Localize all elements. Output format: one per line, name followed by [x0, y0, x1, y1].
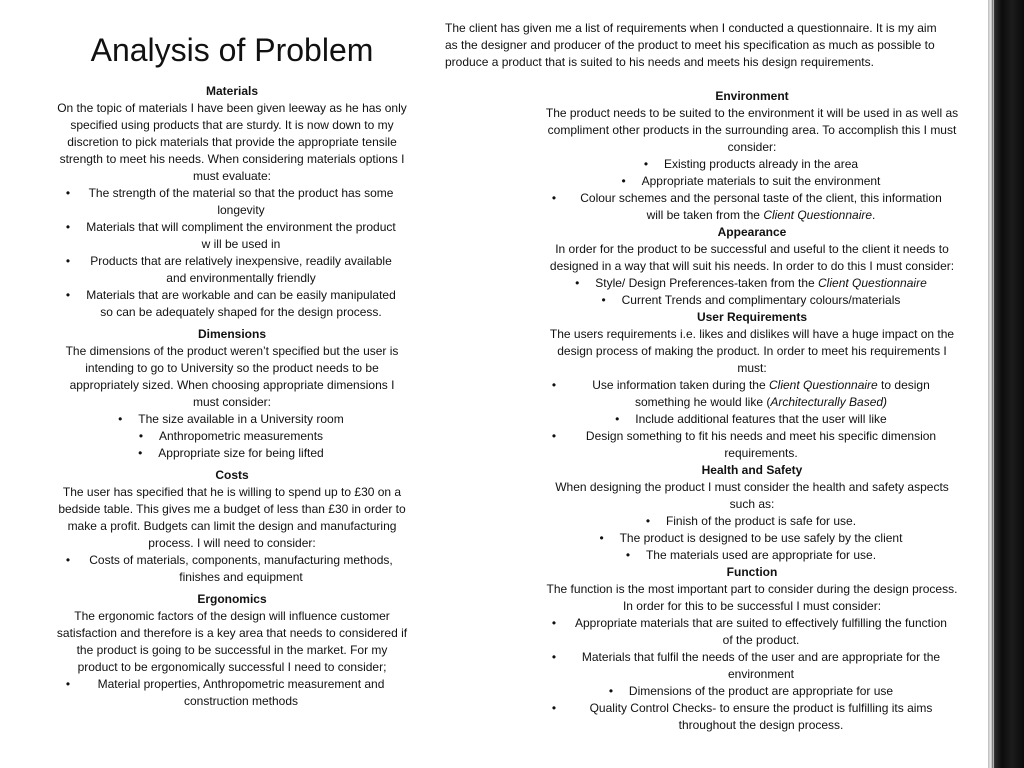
list-item [542, 190, 962, 224]
list-item-text: Appropriate materials that are suited to effectively fulfilling the function of the product. [575, 616, 947, 647]
section-heading: Dimensions [197, 327, 266, 341]
list-item [56, 676, 408, 710]
list-item-text: Use information taken during the [592, 378, 769, 392]
list-item-text: Materials that are workable and can be easily manipulated so can be adequately shaped for the design process. [86, 288, 396, 319]
list-item-text: Include additional features that the user will like [635, 412, 887, 426]
bullet-glyph: • [138, 446, 143, 460]
section-function [542, 564, 962, 734]
emphasis-text: Client Questionnaire [763, 208, 873, 222]
section-ergonomics [56, 591, 408, 710]
list-item-text: The product is designed to be use safely by the client [619, 531, 903, 545]
bullet-list [542, 275, 962, 309]
section-appearance [542, 224, 962, 309]
bullet-glyph: • [621, 174, 626, 188]
list-item-text: Appropriate size for being lifted [158, 446, 324, 460]
list-item [56, 185, 408, 219]
section-heading: Health and Safety [701, 463, 803, 477]
section-body: The function is the most important part to consider during the design process. In order for this to be successful I must consider: [546, 582, 958, 613]
right-column [542, 88, 962, 734]
bullet-glyph: • [118, 412, 123, 426]
section-materials [56, 83, 408, 321]
list-item-text: Current Trends and complimentary colours/materials [621, 293, 901, 307]
list-item [542, 615, 962, 649]
list-item-text: Finish of the product is safe for use. [665, 514, 857, 528]
list-item-text-tail: . [872, 208, 876, 222]
bullet-glyph: • [551, 701, 557, 715]
list-item-text: Existing products already in the area [663, 157, 859, 171]
list-item [542, 428, 962, 462]
bullet-glyph: • [599, 531, 604, 545]
bullet-list [56, 676, 408, 710]
bullet-glyph: • [551, 191, 557, 205]
section-costs [56, 467, 408, 586]
bullet-glyph: • [138, 429, 144, 443]
bullet-glyph: • [615, 412, 620, 426]
bullet-glyph: • [65, 288, 71, 302]
list-item-text: The size available in a University room [138, 412, 344, 426]
list-item [542, 292, 962, 309]
bullet-glyph: • [551, 650, 557, 664]
bullet-glyph: • [625, 548, 631, 562]
bullet-glyph: • [645, 514, 651, 528]
list-item-text: Anthropometric measurements [158, 429, 324, 443]
bullet-glyph: • [551, 378, 557, 392]
section-body: The user has specified that he is willing to spend up to £30 on a bedside table. This gives me a budget of less than £30 in order to make a profit. Budgets can limit the design and manufacturing process. I will need to consider: [58, 485, 406, 550]
list-item [542, 411, 962, 428]
list-item [542, 156, 962, 173]
list-item [542, 649, 962, 683]
list-item [542, 700, 962, 734]
list-item [542, 275, 962, 292]
list-item [56, 552, 408, 586]
list-item [56, 287, 408, 321]
section-body: The users requirements i.e. likes and dislikes will have a huge impact on the design process of making the product. In order to meet his requirements I must: [549, 327, 955, 375]
list-item-text: The strength of the material so that the product has some longevity [88, 186, 394, 217]
bullet-glyph: • [575, 276, 580, 290]
section-body: On the topic of materials I have been given leeway as he has only specified using products that are sturdy. It is now down to my discretion to pick materials that provide the appropriate tensile strength to meet his needs. When considering materials options I must evaluate: [57, 101, 407, 183]
list-item [542, 683, 962, 700]
section-body: In order for the product to be successful and useful to the client it needs to designed in a way that will suit his needs. In order to do this I must consider: [549, 242, 955, 273]
list-item-text: Quality Control Checks- to ensure the product is fulfilling its aims throughout the design process. [589, 701, 933, 732]
section-heading: Materials [205, 84, 259, 98]
list-item-text: Appropriate materials to suit the environment [641, 174, 881, 188]
bullet-glyph: • [551, 616, 557, 630]
list-item-text: Products that are relatively inexpensive, readily available and environmentally friendly [90, 254, 392, 285]
section-health-and-safety [542, 462, 962, 564]
bullet-glyph: • [65, 220, 71, 234]
list-item [542, 530, 962, 547]
intro-paragraph: The client has given me a list of requirements when I conducted a questionnaire. It is my aim as the designer and producer of the product to meet his specification as much as possible to produce a product that is suited to his needs and meets his design requirements. [445, 21, 937, 69]
bullet-glyph: • [65, 553, 71, 567]
section-body: The ergonomic factors of the design will influence customer satisfaction and therefore is a key area that needs to considered if the product is going to be successful in the market. For my product to be ergonomically successful I need to consider; [56, 609, 408, 674]
list-item [542, 547, 962, 564]
bullet-glyph: • [551, 429, 557, 443]
section-heading: Function [726, 565, 778, 579]
section-heading: User Requirements [696, 310, 808, 324]
page-title: Analysis of Problem [90, 32, 374, 68]
list-item-text: Costs of materials, components, manufacturing methods, finishes and equipment [89, 553, 393, 584]
section-body: The dimensions of the product weren’t specified but the user is intending to go to University so the product needs to be appropriately sized. When choosing appropriate dimensions I must consider: [65, 344, 399, 409]
bullet-glyph: • [608, 684, 614, 698]
list-item [56, 445, 408, 462]
bullet-list [56, 185, 408, 321]
bullet-glyph: • [643, 157, 649, 171]
list-item [542, 173, 962, 190]
list-item-text: Design something to fit his needs and meet his specific dimension requirements. [585, 429, 937, 460]
list-item [542, 513, 962, 530]
section-body: The product needs to be suited to the environment it will be used in as well as compliment other products in the surrounding area. To accomplish this I must consider: [545, 106, 959, 154]
list-item-text: The materials used are appropriate for use. [645, 548, 877, 562]
list-item-text: Materials that will compliment the environment the product w ill be used in [86, 220, 396, 251]
bullet-glyph: • [65, 186, 71, 200]
list-item-text: Style/ Design Preferences-taken from the [595, 276, 819, 290]
left-column [56, 83, 408, 710]
list-item-text: Colour schemes and the personal taste of the client, this information will be taken from the [580, 191, 942, 222]
list-item-text: Dimensions of the product are appropriate for use [628, 684, 894, 698]
list-item [542, 377, 962, 411]
list-item-text-tail: to design something he would like ( [634, 378, 930, 409]
bullet-glyph: • [601, 293, 606, 307]
bullet-list [542, 513, 962, 564]
emphasis-text: Architecturally Based) [770, 395, 888, 409]
section-body: When designing the product I must consider the health and safety aspects such as: [555, 480, 949, 511]
emphasis-text: Client Questionnaire [768, 378, 878, 392]
section-user-requirements [542, 309, 962, 462]
section-environment [542, 88, 962, 224]
list-item-text: Material properties, Anthropometric measurement and construction methods [97, 677, 385, 708]
bullet-list [542, 156, 962, 224]
list-item [56, 219, 408, 253]
page-edge-glint [993, 0, 994, 768]
list-item [56, 253, 408, 287]
list-item [56, 411, 408, 428]
bullet-list [56, 552, 408, 586]
section-heading: Environment [715, 89, 789, 103]
list-item [56, 428, 408, 445]
bullet-glyph: • [65, 254, 71, 268]
section-dimensions [56, 326, 408, 462]
section-heading: Ergonomics [197, 592, 267, 606]
section-heading: Appearance [717, 225, 787, 239]
bullet-list [542, 377, 962, 462]
emphasis-text: Client Questionnaire [818, 276, 927, 290]
bullet-glyph: • [65, 677, 71, 691]
section-heading: Costs [215, 468, 249, 482]
list-item-text: Materials that fulfil the needs of the user and are appropriate for the environment [581, 650, 941, 681]
bullet-list [542, 615, 962, 734]
bullet-list [56, 411, 408, 462]
